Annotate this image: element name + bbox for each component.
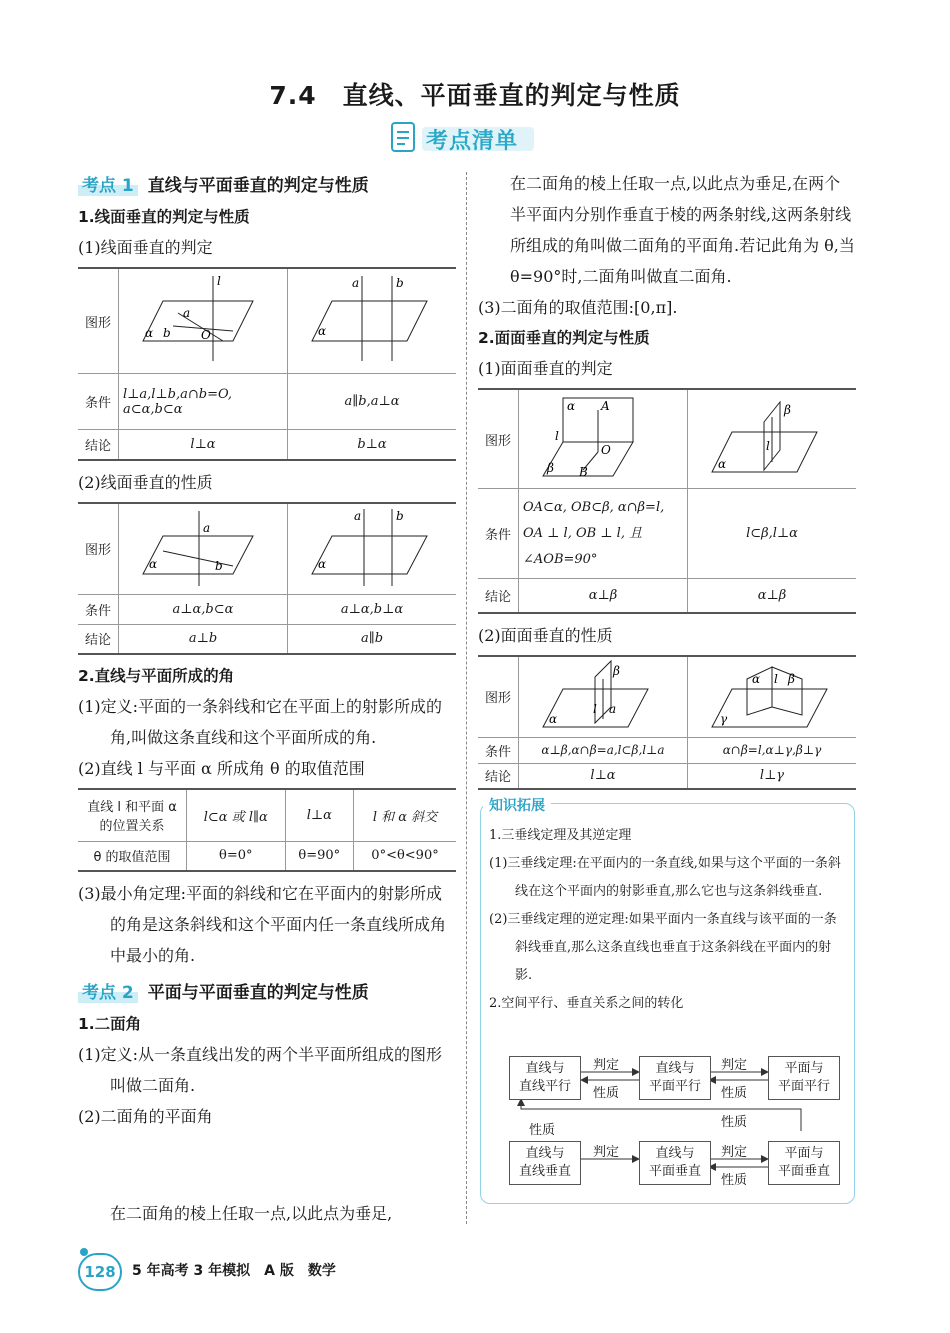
column-divider [466,172,467,1224]
table-cell: 0°<θ<90° [354,841,456,871]
svg-text:α: α [567,399,576,413]
section-banner [388,119,538,157]
svg-text:β: β [784,403,791,417]
geometry-figure [692,659,852,731]
book-title: 5 年高考 3 年模拟 A 版 数学 [132,1263,336,1279]
table-header: l⊂α 或 l∥α [187,789,286,841]
svg-text:b: b [215,558,223,573]
svg-text:α: α [752,671,761,686]
figure-cell [519,389,688,489]
flow-label: 性质 [593,1086,620,1101]
kz-heading: 1.三垂线定理及其逆定理 [489,828,632,843]
svg-text:α: α [145,326,154,340]
kz-paragraph: (1)三垂线定理:在平面内的一条直线,如果与这个平面的一条斜线在这个平面内的射影垂直,那么它也与这条斜线垂直. [489,856,841,899]
kz-heading: 2.空间平行、垂直关系之间的转化 [489,996,684,1011]
conclusion-cell: l⊥γ [688,763,857,789]
conclusion-cell: a∥b [288,624,457,654]
row-label: 结论 [78,624,119,654]
figure-cell [688,389,857,489]
figure-cell [519,656,688,738]
angle-range-table [78,788,456,872]
geometry-figure [692,392,852,482]
flow-box: 直线与 直线平行 [509,1056,581,1100]
condition-cell: a⊥α,b⊂α [119,594,288,624]
banner-title: 考点清单 [426,129,519,154]
svg-text:a: a [354,508,362,523]
section-heading: 1.线面垂直的判定与性质 [78,208,250,226]
definition-text: (1)定义:平面的一条斜线和它在平面上的射影所成的角,叫做这条直线和这个平面所成的角. [78,697,443,747]
table-header: 直线 l 和平面 α 的位置关系 [78,789,187,841]
figure-cell [688,656,857,738]
flow-box: 直线与 直线垂直 [509,1141,581,1185]
svg-text:a: a [352,276,360,290]
svg-text:γ: γ [720,711,728,726]
plane-plane-property-table [478,655,856,791]
conclusion-cell: α⊥β [519,579,688,613]
condition-cell: a⊥α,b⊥α [288,594,457,624]
line-plane-property-table [78,502,456,656]
figure-cell [288,268,457,374]
svg-text:a: a [203,520,211,535]
flow-label: 性质 [721,1086,748,1101]
geometry-figure [523,392,683,482]
svg-text:l: l [555,429,559,443]
row-label: 图形 [478,656,519,738]
condition-cell: OA⊂α, OB⊂β, α∩β=l, OA ⊥ l, OB ⊥ l, 且∠AOB=90° [519,489,688,579]
line-plane-judgment-table [78,267,456,461]
condition-cell: l⊂β,l⊥α [688,489,857,579]
geometry-figure [523,659,683,731]
row-label: 条件 [78,594,119,624]
svg-text:β: β [788,671,795,686]
table-header: l 和 α 斜交 [354,789,456,841]
section-heading: 1.二面角 [78,1015,142,1033]
svg-text:β: β [547,461,554,475]
svg-text:β: β [613,663,620,678]
subsection-heading: (1)线面垂直的判定 [78,238,213,257]
condition-cell: l⊥a,l⊥b,a∩b=O, a⊂α,b⊂α [119,374,288,430]
definition-text: (1)定义:从一条直线出发的两个半平面所组成的图形叫做二面角. [78,1045,443,1095]
row-label: 结论 [478,579,519,613]
flow-label: 性质 [721,1115,748,1130]
conclusion-cell: α⊥β [688,579,857,613]
svg-text:α: α [718,457,727,471]
svg-text:a: a [609,701,617,716]
subsection-heading: (2)二面角的平面角 [78,1107,213,1126]
left-column [78,168,456,1132]
row-label: 条件 [478,489,519,579]
subsection-heading: (2)面面垂直的性质 [478,625,613,645]
flow-box: 平面与 平面垂直 [768,1141,840,1185]
condition-cell: a∥b,a⊥α [288,374,457,430]
table-cell: θ=90° [285,841,353,871]
figure-cell [119,503,288,595]
section-heading: 2.直线与平面所成的角 [78,667,235,685]
svg-text:O: O [601,443,611,457]
row-label: 图形 [78,503,119,595]
svg-text:O: O [201,328,211,342]
svg-text:α: α [318,324,327,338]
svg-text:α: α [318,556,327,571]
kz-paragraph: (2)三垂线定理的逆定理:如果平面内一条直线与该平面的一条斜线垂直,那么这条直线也垂直于这条斜线在平面内的射影. [489,912,837,983]
row-label: 条件 [478,737,519,763]
svg-text:α: α [149,556,158,571]
conclusion-cell: l⊥α [519,763,688,789]
flow-label: 判定 [593,1145,620,1160]
geometry-figure [292,271,452,367]
geometry-figure [292,506,452,588]
kaodian-tag: 考点 1 [78,171,138,196]
svg-text:l: l [217,274,221,288]
definition-text: (3)二面角的取值范围:[0,π]. [478,298,678,317]
row-label: 图形 [78,268,119,374]
kaodian-2-heading [78,977,456,1003]
svg-text:A: A [601,399,610,413]
flow-box: 直线与 平面平行 [639,1056,711,1100]
section-heading: 2.面面垂直的判定与性质 [478,329,650,347]
svg-text:l: l [774,671,778,686]
flow-box: 直线与 平面垂直 [639,1141,711,1185]
knowledge-extension-box [480,798,855,1204]
definition-text: (3)最小角定理:平面的斜线和它在平面内的射影所成的角是这条斜线和这个平面内任一条直线所成角中最小的角. [78,884,447,965]
svg-text:l: l [766,439,770,453]
subsection-heading: (2)直线 l 与平面 α 所成角 θ 的取值范围 [78,759,365,778]
row-label: 结论 [78,430,119,460]
flow-label: 判定 [721,1145,748,1160]
kaodian-title: 直线与平面垂直的判定与性质 [147,175,369,196]
conclusion-cell: a⊥b [119,624,288,654]
condition-cell: α∩β=l,α⊥γ,β⊥γ [688,737,857,763]
flow-label: 判定 [593,1058,620,1073]
flow-label: 性质 [721,1173,748,1188]
knowledge-extension-tag: 知识拓展 [483,795,551,815]
condition-cell: α⊥β,α∩β=a,l⊂β,l⊥a [519,737,688,763]
row-label: 结论 [478,763,519,789]
subsection-heading: (1)面面垂直的判定 [478,359,613,378]
svg-text:B: B [579,465,588,479]
row-label: 图形 [478,389,519,489]
figure-cell [288,503,457,595]
row-label: 条件 [78,374,119,430]
right-column [478,168,856,796]
table-cell: θ=0° [187,841,286,871]
conclusion-cell: l⊥α [119,430,288,460]
kaodian-title: 平面与平面垂直的判定与性质 [147,982,369,1003]
subsection-heading: (2)线面垂直的性质 [78,472,213,492]
page-title: 7.4 直线、平面垂直的判定与性质 [269,81,681,110]
geometry-figure [123,271,283,367]
page-number: 128 [78,1253,122,1291]
flow-label: 判定 [721,1058,748,1073]
figure-cell [119,268,288,374]
page-footer [78,1250,478,1290]
kaodian-tag: 考点 2 [78,978,138,1003]
svg-text:α: α [549,711,558,726]
continued-text-left: 在二面角的棱上任取一点,以此点为垂足, [110,1204,393,1223]
table-cell: θ 的取值范围 [78,841,187,871]
svg-text:b: b [396,508,404,523]
svg-text:l: l [593,701,597,716]
flow-box: 平面与 平面平行 [768,1056,840,1100]
definition-text: 在二面角的棱上任取一点,以此点为垂足,在两个半平面内分别作垂直于棱的两条射线,这两条射线所组成的角叫做二面角的平面角.若记此角为 θ,当 θ=90°时,二面角叫做直二面角. [510,174,855,286]
svg-text:a: a [183,306,191,320]
kaodian-1-heading [78,170,456,196]
svg-text:b: b [163,326,171,340]
svg-text:b: b [396,276,404,290]
conclusion-cell: b⊥α [288,430,457,460]
geometry-figure [123,506,283,588]
plane-plane-judgment-table [478,388,856,614]
flow-label: 性质 [529,1123,556,1138]
table-header: l⊥α [285,789,353,841]
